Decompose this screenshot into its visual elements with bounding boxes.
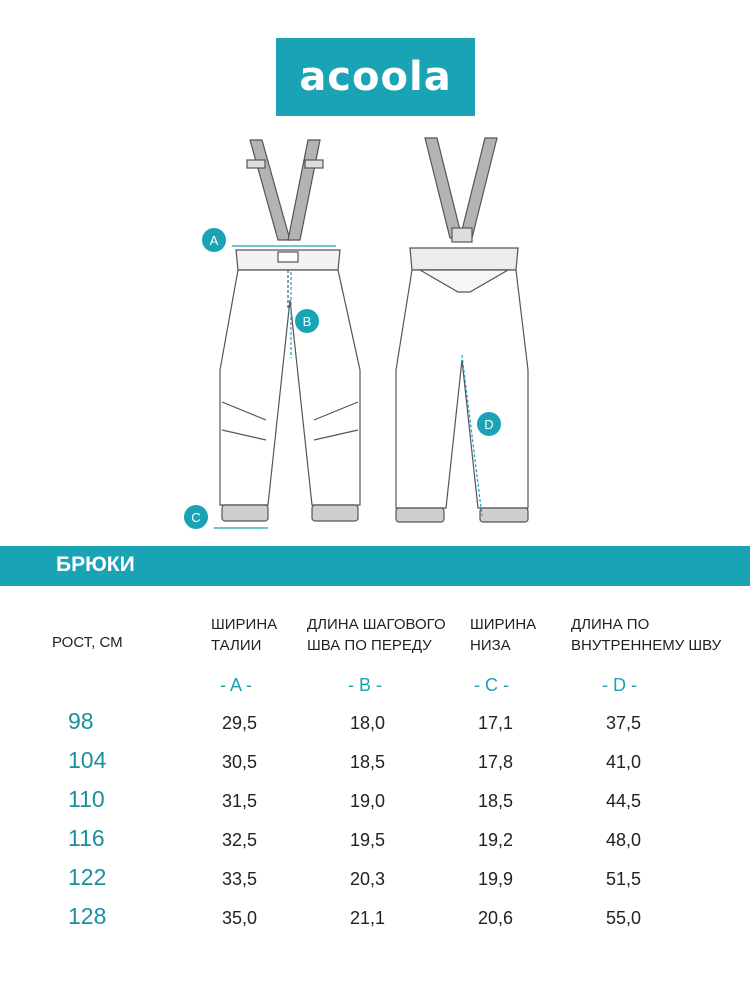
marker-c [184,505,208,529]
cell-c: 17,8 [478,752,514,772]
logo-text: acoola [299,54,452,100]
cell-a: 31,5 [222,791,258,811]
cell-d: 55,0 [606,908,642,928]
cell-a: 32,5 [222,830,258,850]
row-size: 98 [68,708,94,734]
column-header-a: ШИРИНА ТАЛИИ [211,616,278,654]
marker-b [295,309,319,333]
cell-c: 17,1 [478,713,514,733]
svg-text:D: D [484,417,494,432]
column-letter-d: - D - [602,675,637,695]
row-size: 110 [68,786,105,812]
cell-d: 37,5 [606,713,642,733]
cell-d: 51,5 [606,869,642,889]
cell-d: 48,0 [606,830,642,850]
cell-a: 33,5 [222,869,258,889]
row-size: 116 [68,825,105,851]
column-header-b: ДЛИНА ШАГОВОГО ШВА ПО ПЕРЕДУ [307,616,446,654]
pants-illustration [0,125,750,545]
cell-a: 35,0 [222,908,258,928]
cell-b: 18,0 [350,713,386,733]
cell-b: 21,1 [350,908,386,928]
column-header-c: ШИРИНА НИЗА [470,616,537,654]
cell-d: 44,5 [606,791,642,811]
cell-a: 30,5 [222,752,258,772]
svg-text:A: A [209,233,219,248]
pants-back-view [396,138,528,522]
section-title: БРЮКИ [56,553,135,576]
column-header-d: ДЛИНА ПО ВНУТРЕННЕМУ ШВУ [571,616,722,654]
cell-b: 18,5 [350,752,386,772]
cell-c: 19,9 [478,869,514,889]
brand-logo [276,38,475,116]
cell-b: 19,0 [350,791,386,811]
column-letter-a: - A - [220,675,253,695]
svg-text:B: B [302,314,312,329]
cell-b: 19,5 [350,830,386,850]
cell-d: 41,0 [606,752,642,772]
cell-b: 20,3 [350,869,386,889]
row-size: 104 [68,747,107,773]
cell-c: 19,2 [478,830,514,850]
cell-a: 29,5 [222,713,258,733]
marker-d [477,412,501,436]
column-letter-b: - B - [348,675,382,695]
cell-c: 20,6 [478,908,514,928]
row-size: 122 [68,864,107,890]
row-size: 128 [68,903,107,929]
svg-text:C: C [191,510,201,525]
marker-a [202,228,226,252]
column-letter-c: - C - [474,675,509,695]
cell-c: 18,5 [478,791,514,811]
section-banner [0,546,750,586]
pants-front-view [220,140,360,521]
size-column-header: РОСТ, СМ [52,634,123,651]
